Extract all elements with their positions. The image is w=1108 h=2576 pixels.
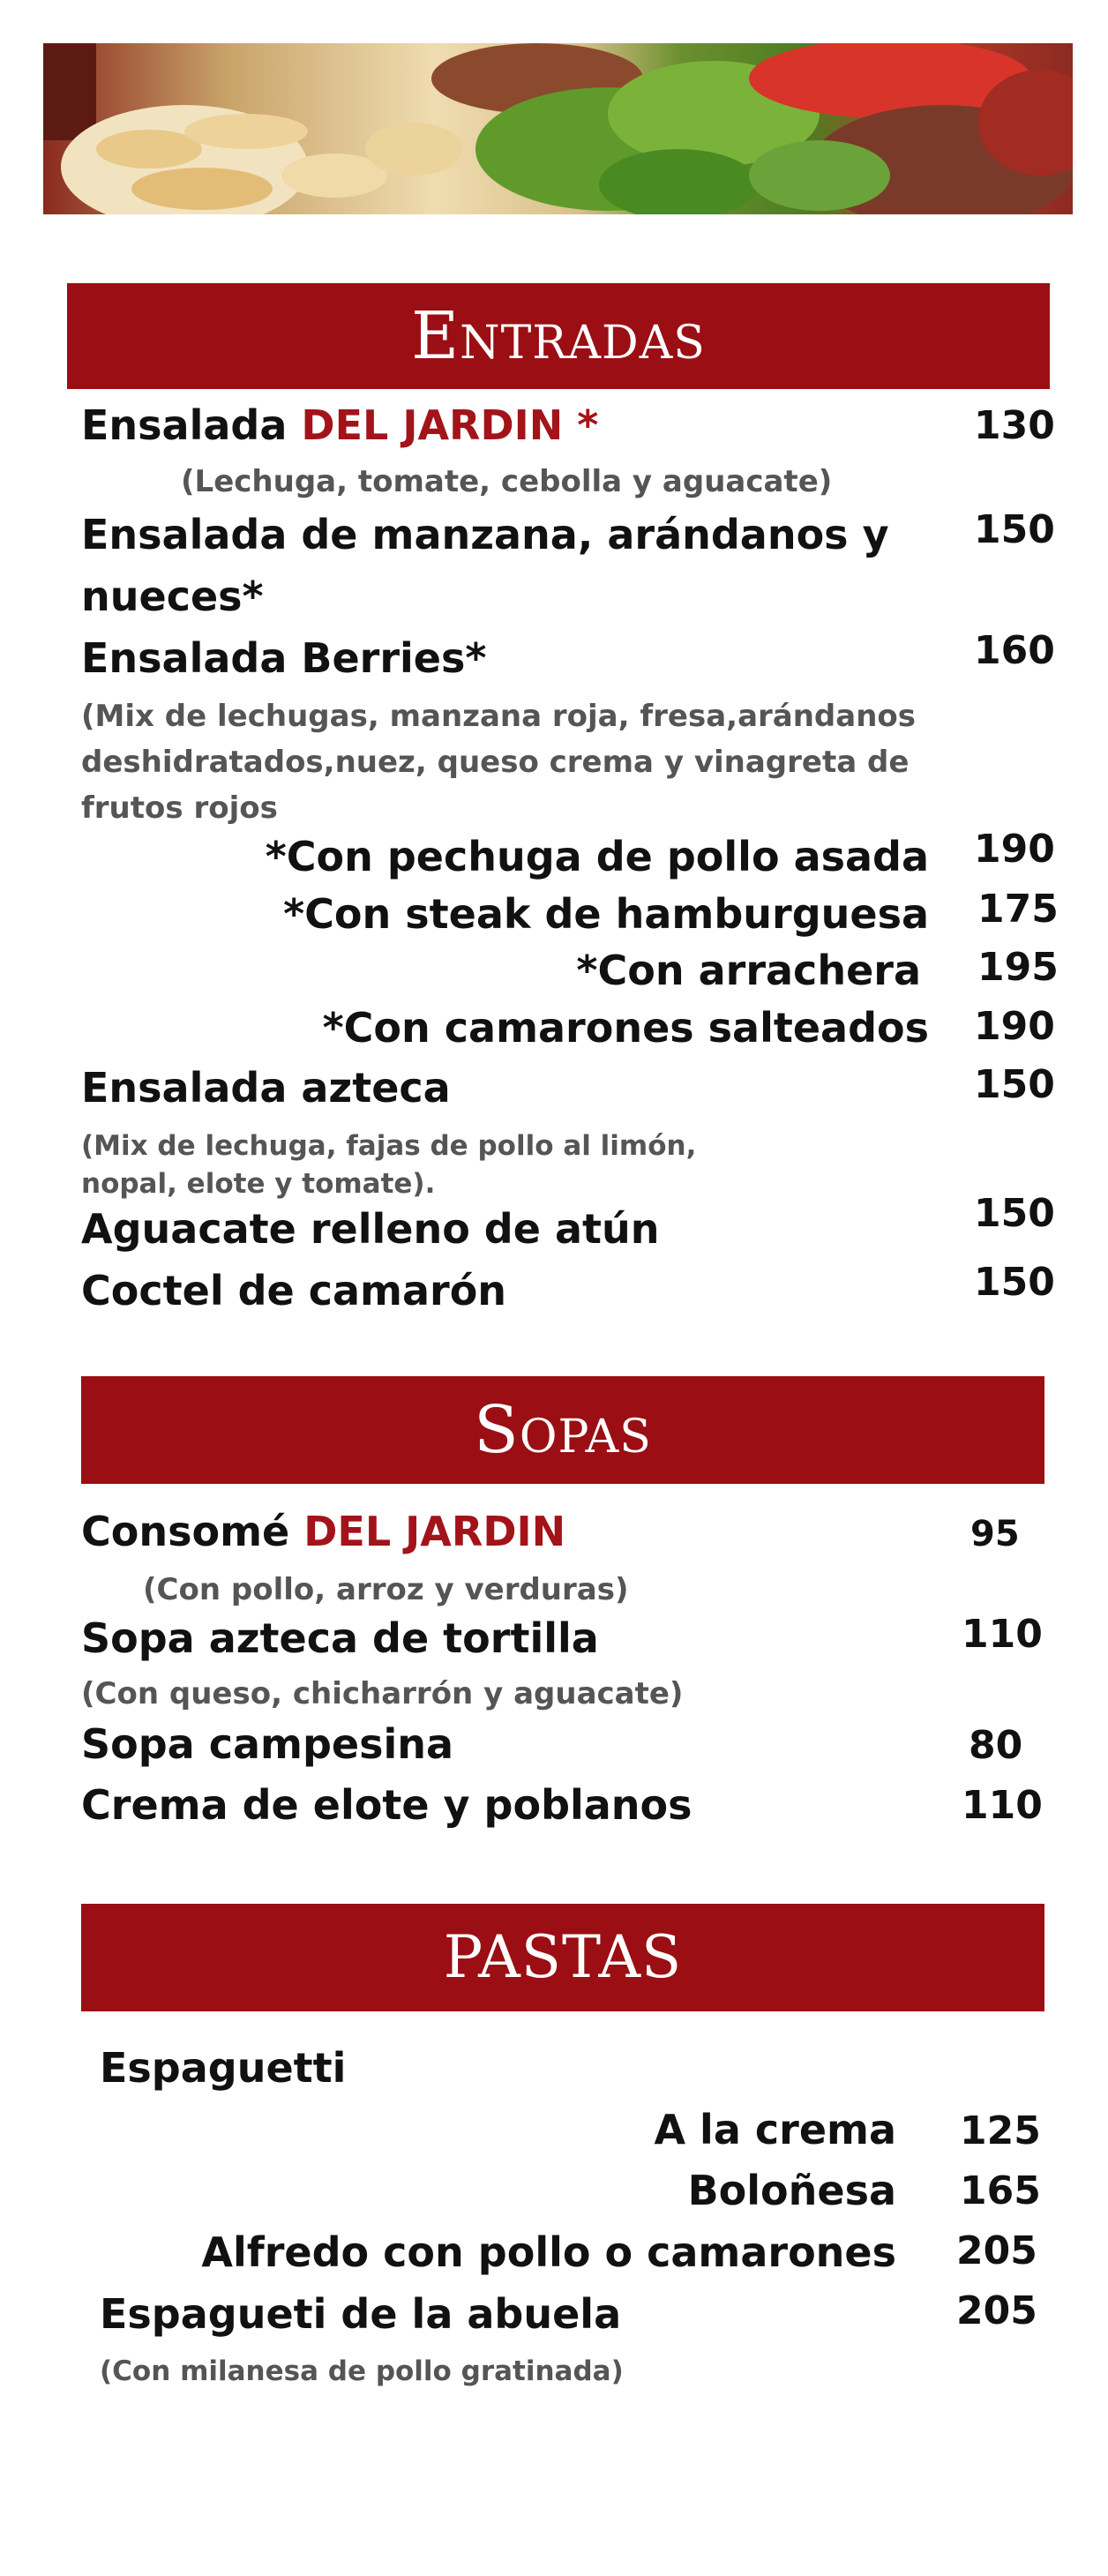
section-title: PASTAS bbox=[443, 1923, 683, 1991]
menu-item-ensalada-azteca bbox=[81, 1065, 451, 1112]
menu-item-ensalada-manzana bbox=[81, 512, 889, 558]
hero-food-photo bbox=[43, 43, 1073, 214]
section-title: Sopas bbox=[474, 1392, 652, 1468]
menu-item-coctel-camaron bbox=[81, 1268, 506, 1314]
section-banner-pastas bbox=[81, 1904, 1044, 2011]
item-price: 150 bbox=[974, 1062, 1055, 1107]
menu-item-espaguetti bbox=[100, 2045, 346, 2092]
item-price: 80 bbox=[969, 1723, 1023, 1768]
menu-item-sopa-azteca bbox=[81, 1615, 599, 1662]
addon-price: 190 bbox=[974, 827, 1055, 872]
section-banner-entradas bbox=[67, 283, 1050, 389]
item-name: Consomé bbox=[81, 1508, 304, 1555]
menu-item-ensalada-manzana-line2 bbox=[81, 573, 264, 620]
item-name: Aguacate relleno de atún bbox=[81, 1205, 660, 1253]
section-title: Entradas bbox=[411, 298, 706, 374]
option-price: 205 bbox=[956, 2228, 1037, 2273]
item-price: 130 bbox=[974, 403, 1055, 448]
item-name: Ensalada Berries* bbox=[81, 634, 487, 682]
item-name: Sopa azteca de tortilla bbox=[81, 1614, 599, 1662]
item-name-line1: Ensalada de manzana, arándanos y bbox=[81, 511, 889, 558]
menu-item-ensalada-del-jardin bbox=[81, 402, 598, 449]
item-name-highlight: DEL JARDIN bbox=[303, 1508, 566, 1555]
menu-item-espagueti-abuela bbox=[100, 2291, 621, 2338]
item-description-line: (Mix de lechuga, fajas de pollo al limón, bbox=[81, 1130, 697, 1162]
menu-item-consome bbox=[81, 1509, 565, 1555]
item-price: 150 bbox=[974, 1191, 1055, 1236]
menu-item-aguacate-relleno bbox=[81, 1206, 659, 1253]
item-price: 205 bbox=[956, 2288, 1037, 2333]
item-price: 150 bbox=[974, 1260, 1055, 1305]
menu-option-a-la-crema bbox=[654, 2107, 896, 2153]
item-name: Sopa campesina bbox=[81, 1720, 454, 1768]
item-description-line: deshidratados,nuez, queso crema y vinagreta de bbox=[81, 745, 910, 780]
item-description-line: (Mix de lechugas, manzana roja, fresa,arándanos bbox=[81, 699, 917, 734]
addon-price: 175 bbox=[977, 887, 1059, 932]
menu-addon-arrachera bbox=[576, 947, 921, 994]
item-name-highlight: DEL JARDIN * bbox=[301, 401, 599, 449]
item-name-line2: nueces* bbox=[81, 573, 264, 620]
food-illustration bbox=[43, 43, 1073, 214]
addon-name: *Con steak de hamburguesa bbox=[283, 890, 929, 938]
option-price: 125 bbox=[960, 2108, 1041, 2153]
addon-price: 195 bbox=[977, 945, 1059, 990]
menu-option-bolonesa bbox=[688, 2168, 896, 2214]
addon-name: *Con pechuga de pollo asada bbox=[265, 833, 929, 880]
option-name: Alfredo con pollo o camarones bbox=[201, 2228, 896, 2276]
menu-addon-pollo bbox=[266, 834, 929, 880]
item-price: 160 bbox=[974, 628, 1055, 673]
item-name: Ensalada azteca bbox=[81, 1064, 451, 1112]
item-name: Ensalada bbox=[81, 401, 302, 449]
option-name: A la crema bbox=[654, 2106, 896, 2153]
addon-name: *Con camarones salteados bbox=[322, 1004, 929, 1052]
item-price: 95 bbox=[970, 1514, 1020, 1554]
item-description: (Con milanesa de pollo gratinada) bbox=[100, 2355, 624, 2387]
menu-option-alfredo bbox=[201, 2229, 896, 2276]
item-price: 110 bbox=[962, 1783, 1043, 1828]
menu-item-sopa-campesina bbox=[81, 1721, 453, 1768]
section-banner-sopas bbox=[81, 1376, 1044, 1484]
item-name: Espagueti de la abuela bbox=[100, 2290, 622, 2338]
item-description-line: frutos rojos bbox=[81, 790, 278, 826]
item-description-line: nopal, elote y tomate). bbox=[81, 1168, 436, 1200]
item-name: Crema de elote y poblanos bbox=[81, 1781, 692, 1829]
item-description: (Con queso, chicharrón y aguacate) bbox=[81, 1676, 684, 1711]
item-name: Coctel de camarón bbox=[81, 1267, 507, 1314]
option-price: 165 bbox=[960, 2168, 1041, 2213]
addon-name: *Con arrachera bbox=[576, 947, 921, 994]
item-price: 150 bbox=[974, 507, 1055, 552]
item-description: (Lechuga, tomate, cebolla y aguacate) bbox=[181, 464, 833, 499]
option-name: Boloñesa bbox=[687, 2167, 896, 2214]
item-name: Espaguetti bbox=[100, 2044, 347, 2092]
menu-item-crema-elote bbox=[81, 1782, 692, 1829]
menu-addon-camarones bbox=[323, 1005, 929, 1052]
item-description: (Con pollo, arroz y verduras) bbox=[143, 1572, 629, 1607]
menu-item-ensalada-berries bbox=[81, 635, 486, 682]
item-price: 110 bbox=[962, 1612, 1043, 1657]
addon-price: 190 bbox=[974, 1004, 1055, 1049]
menu-addon-steak bbox=[283, 891, 929, 938]
